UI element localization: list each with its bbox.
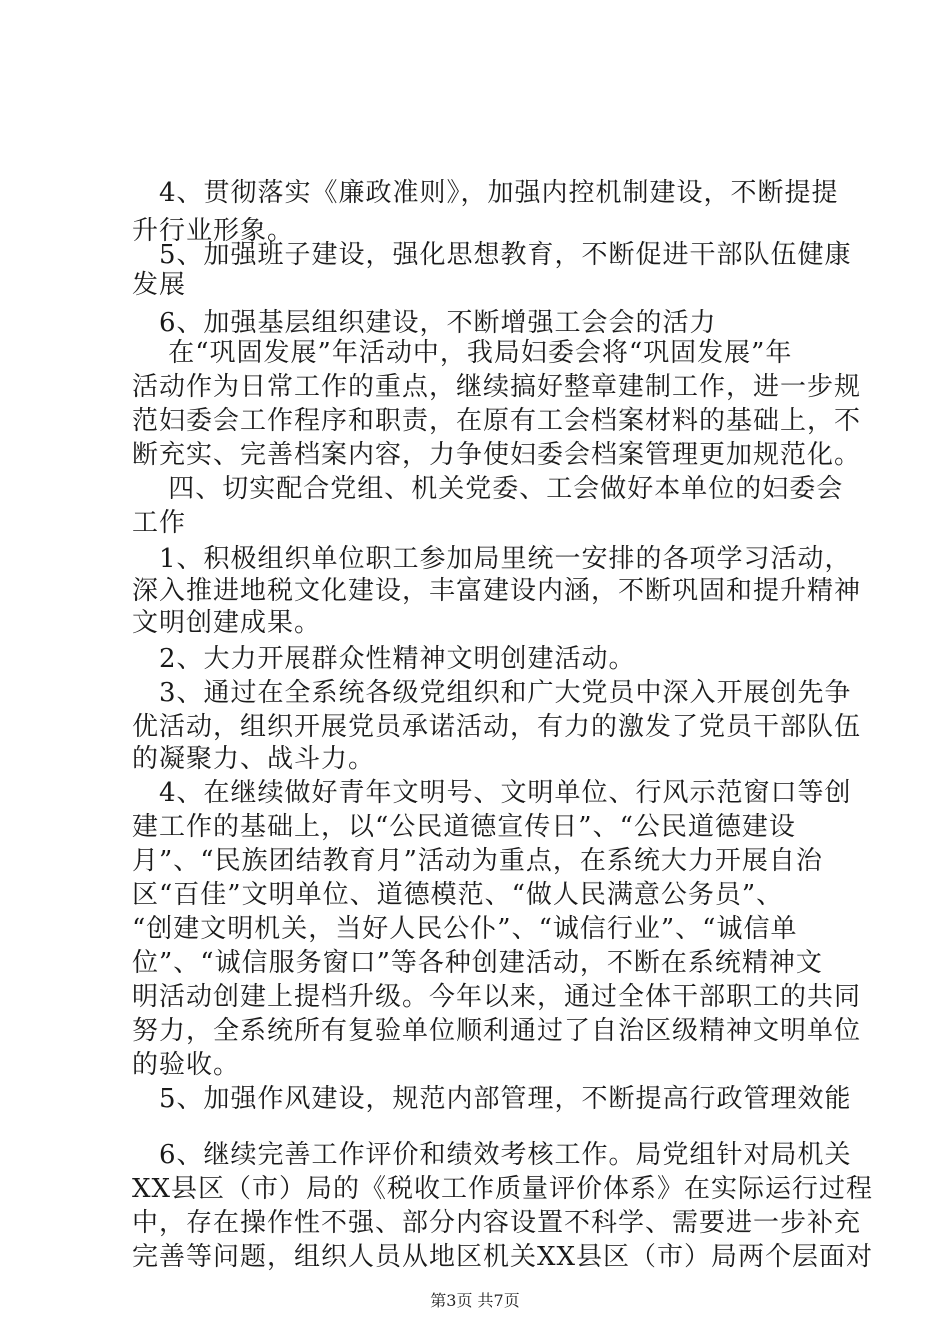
text-line: 1、积极组织单位职工参加局里统一安排的各项学习活动， (132, 544, 852, 574)
text-line: 努力，全系统所有复验单位顺利通过了自治区级精神文明单位 (132, 1016, 862, 1046)
text-line: 的验收。 (132, 1050, 241, 1080)
text-line: 深入推进地税文化建设，丰富建设内涵，不断巩固和提升精神 (132, 576, 862, 606)
text-line: 工作 (132, 508, 187, 538)
text-line: 活动作为日常工作的重点，继续搞好整章建制工作，进一步规 (132, 372, 862, 402)
text-line: 5、加强班子建设，强化思想教育，不断促进干部队伍健康 (132, 240, 852, 270)
text-line: 明活动创建上提档升级。今年以来，通过全体干部职工的共同 (132, 982, 862, 1012)
text-line: 2、大力开展群众性精神文明创建活动。 (132, 644, 636, 674)
text-line: 4、贯彻落实《廉政准则》，加强内控机制建设，不断提提 (132, 178, 839, 208)
text-line: 位”、“诚信服务窗口”等各种创建活动，不断在系统精神文 (132, 948, 823, 978)
text-line: 完善等问题，组织人员从地区机关XX县区（市）局两个层面对 (132, 1242, 874, 1272)
text-line: 4、在继续做好青年文明号、文明单位、行风示范窗口等创 (132, 778, 852, 808)
text-line: 范妇委会工作程序和职责，在原有工会档案材料的基础上，不 (132, 406, 862, 436)
text-line: 文明创建成果。 (132, 608, 322, 638)
text-line: 6、加强基层组织建设，不断增强工会会的活力 (132, 308, 717, 338)
text-line: 5、加强作风建设，规范内部管理，不断提高行政管理效能 (132, 1084, 852, 1114)
text-line: 优活动，组织开展党员承诺活动，有力的激发了党员干部队伍 (132, 712, 862, 742)
text-line: 升行业形象。 (132, 216, 295, 246)
text-line: 四、切实配合党组、机关党委、工会做好本单位的妇委会 (132, 474, 844, 504)
text-line: 建工作的基础上，以“公民道德宣传日”、“公民道德建设 (132, 812, 796, 842)
text-line: “创建文明机关，当好人民公仆”、“诚信行业”、“诚信单 (132, 914, 798, 944)
text-line: 6、继续完善工作评价和绩效考核工作。局党组针对局机关 (132, 1140, 852, 1170)
text-line: 发展 (132, 270, 187, 300)
text-line: 月”、“民族团结教育月”活动为重点，在系统大力开展自治 (132, 846, 823, 876)
text-line: 在“巩固发展”年活动中，我局妇委会将“巩固发展”年 (132, 338, 793, 368)
text-line: XX县区（市）局的《税收工作质量评价体系》在实际运行过程 (132, 1174, 874, 1204)
text-line: 断充实、完善档案内容，力争使妇委会档案管理更加规范化。 (132, 440, 862, 470)
text-line: 中，存在操作性不强、部分内容设置不科学、需要进一步补充 (132, 1208, 862, 1238)
text-line: 3、通过在全系统各级党组织和广大党员中深入开展创先争 (132, 678, 852, 708)
text-line: 区“百佳”文明单位、道德模范、“做人民满意公务员”、 (132, 880, 784, 910)
text-line: 的凝聚力、战斗力。 (132, 744, 376, 774)
page-number-footer: 第3页 共7页 (430, 1291, 520, 1310)
